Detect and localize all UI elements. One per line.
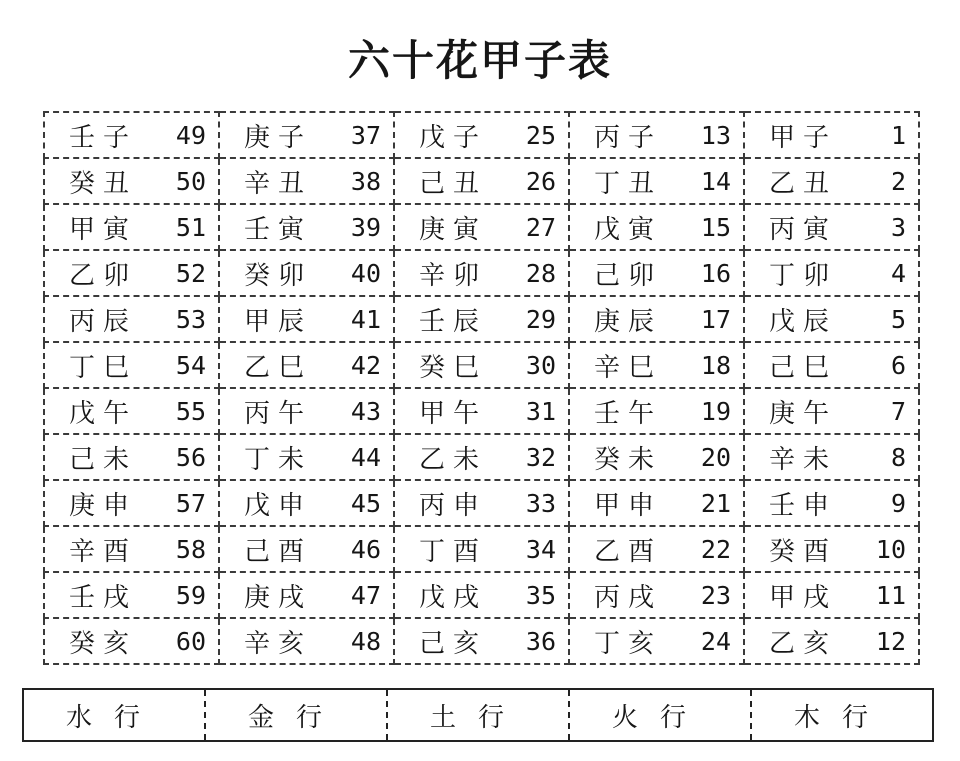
table-row <box>44 296 919 342</box>
table-cell <box>569 204 744 250</box>
cell-content <box>419 577 556 614</box>
ganzhi-number: 43 <box>350 396 381 426</box>
element-label: 火行 <box>569 689 751 741</box>
table-cell <box>44 250 219 296</box>
ganzhi-number: 57 <box>175 488 206 518</box>
ganzhi-number: 46 <box>350 534 381 564</box>
table-cell <box>744 342 919 388</box>
cell-content <box>69 117 206 154</box>
ganzhi-number: 24 <box>700 626 731 656</box>
ganzhi-number: 29 <box>525 304 556 334</box>
table-row <box>44 572 919 618</box>
jiazi-table-body <box>44 112 919 664</box>
ganzhi-number: 31 <box>525 396 556 426</box>
ganzhi-number: 47 <box>350 580 381 610</box>
table-cell <box>219 434 394 480</box>
table-cell <box>569 112 744 158</box>
ganzhi-label: 甲辰 <box>244 306 313 337</box>
cell-content <box>594 577 731 614</box>
table-cell <box>394 296 569 342</box>
cell-content <box>244 301 381 338</box>
table-cell <box>44 388 219 434</box>
ganzhi-number: 13 <box>700 120 731 150</box>
ganzhi-label: 丁丑 <box>594 168 663 199</box>
ganzhi-label: 己亥 <box>419 628 488 659</box>
ganzhi-number: 35 <box>525 580 556 610</box>
ganzhi-label: 乙丑 <box>769 168 838 199</box>
ganzhi-number: 22 <box>700 534 731 564</box>
cell-content <box>769 485 906 522</box>
ganzhi-label: 丁酉 <box>419 536 488 567</box>
cell-content <box>419 301 556 338</box>
table-row <box>44 342 919 388</box>
ganzhi-number: 8 <box>890 442 906 472</box>
ganzhi-label: 辛丑 <box>244 168 313 199</box>
ganzhi-number: 27 <box>525 212 556 242</box>
ganzhi-number: 48 <box>350 626 381 656</box>
ganzhi-number: 41 <box>350 304 381 334</box>
cell-content <box>594 485 731 522</box>
table-cell <box>44 480 219 526</box>
element-label: 水行 <box>23 689 205 741</box>
table-cell <box>219 158 394 204</box>
ganzhi-number: 18 <box>700 350 731 380</box>
ganzhi-label: 庚寅 <box>419 214 488 245</box>
cell-content <box>244 163 381 200</box>
table-cell <box>744 572 919 618</box>
ganzhi-number: 6 <box>890 350 906 380</box>
ganzhi-label: 辛未 <box>769 444 838 475</box>
table-cell <box>219 388 394 434</box>
table-cell <box>744 112 919 158</box>
table-cell <box>394 618 569 664</box>
ganzhi-number: 28 <box>525 258 556 288</box>
ganzhi-number: 36 <box>525 626 556 656</box>
cell-content <box>69 577 206 614</box>
ganzhi-number: 7 <box>890 396 906 426</box>
table-cell <box>394 480 569 526</box>
cell-content <box>244 347 381 384</box>
ganzhi-label: 壬辰 <box>419 306 488 337</box>
cell-content <box>769 255 906 292</box>
ganzhi-label: 己巳 <box>769 352 838 383</box>
table-cell <box>569 618 744 664</box>
ganzhi-label: 庚申 <box>69 490 138 521</box>
cell-content <box>69 485 206 522</box>
cell-content <box>419 347 556 384</box>
ganzhi-number: 4 <box>890 258 906 288</box>
cell-content <box>244 393 381 430</box>
table-cell <box>744 204 919 250</box>
table-row <box>44 112 919 158</box>
ganzhi-label: 辛酉 <box>69 536 138 567</box>
table-row <box>44 526 919 572</box>
cell-content <box>594 209 731 246</box>
cell-content <box>769 531 906 568</box>
table-row <box>44 434 919 480</box>
table-cell <box>219 296 394 342</box>
cell-content <box>244 255 381 292</box>
cell-content <box>69 623 206 660</box>
ganzhi-number: 59 <box>175 580 206 610</box>
ganzhi-number: 44 <box>350 442 381 472</box>
table-cell <box>394 204 569 250</box>
ganzhi-number: 38 <box>350 166 381 196</box>
table-cell <box>44 526 219 572</box>
ganzhi-number: 39 <box>350 212 381 242</box>
table-cell <box>394 250 569 296</box>
ganzhi-label: 戊申 <box>244 490 313 521</box>
ganzhi-label: 甲申 <box>594 490 663 521</box>
table-cell <box>219 480 394 526</box>
ganzhi-label: 癸酉 <box>769 536 838 567</box>
ganzhi-label: 丁巳 <box>69 352 138 383</box>
table-cell <box>394 388 569 434</box>
ganzhi-label: 戊午 <box>69 398 138 429</box>
table-cell <box>219 112 394 158</box>
ganzhi-label: 己酉 <box>244 536 313 567</box>
cell-content <box>69 347 206 384</box>
table-cell <box>744 480 919 526</box>
cell-content <box>594 255 731 292</box>
cell-content <box>769 209 906 246</box>
cell-content <box>769 117 906 154</box>
table-cell <box>569 342 744 388</box>
ganzhi-number: 53 <box>175 304 206 334</box>
ganzhi-number: 25 <box>525 120 556 150</box>
table-cell <box>44 618 219 664</box>
cell-content <box>769 623 906 660</box>
table-cell <box>569 250 744 296</box>
ganzhi-label: 壬午 <box>594 398 663 429</box>
ganzhi-label: 庚午 <box>769 398 838 429</box>
ganzhi-label: 壬申 <box>769 490 838 521</box>
table-row <box>44 250 919 296</box>
ganzhi-number: 20 <box>700 442 731 472</box>
table-row <box>44 388 919 434</box>
cell-content <box>244 531 381 568</box>
cell-content <box>594 623 731 660</box>
ganzhi-number: 23 <box>700 580 731 610</box>
table-row <box>44 204 919 250</box>
ganzhi-number: 51 <box>175 212 206 242</box>
ganzhi-number: 9 <box>890 488 906 518</box>
ganzhi-label: 丁卯 <box>769 260 838 291</box>
cell-content <box>419 393 556 430</box>
table-cell <box>569 388 744 434</box>
ganzhi-number: 49 <box>175 120 206 150</box>
ganzhi-label: 甲寅 <box>69 214 138 245</box>
cell-content <box>769 163 906 200</box>
element-label: 土行 <box>387 689 569 741</box>
ganzhi-number: 33 <box>525 488 556 518</box>
cell-content <box>419 209 556 246</box>
cell-content <box>594 163 731 200</box>
cell-content <box>594 531 731 568</box>
ganzhi-label: 己未 <box>69 444 138 475</box>
ganzhi-label: 己丑 <box>419 168 488 199</box>
table-cell <box>744 296 919 342</box>
table-cell <box>569 480 744 526</box>
element-footer <box>22 688 934 742</box>
ganzhi-number: 37 <box>350 120 381 150</box>
cell-content <box>69 393 206 430</box>
ganzhi-label: 丙申 <box>419 490 488 521</box>
ganzhi-label: 丙子 <box>594 122 663 153</box>
ganzhi-label: 壬子 <box>69 122 138 153</box>
ganzhi-number: 5 <box>890 304 906 334</box>
ganzhi-label: 癸巳 <box>419 352 488 383</box>
ganzhi-label: 戊寅 <box>594 214 663 245</box>
ganzhi-label: 甲午 <box>419 398 488 429</box>
cell-content <box>594 301 731 338</box>
table-cell <box>744 526 919 572</box>
cell-content <box>244 623 381 660</box>
cell-content <box>69 163 206 200</box>
ganzhi-label: 丙寅 <box>769 214 838 245</box>
ganzhi-number: 52 <box>175 258 206 288</box>
ganzhi-label: 壬寅 <box>244 214 313 245</box>
table-cell <box>219 204 394 250</box>
ganzhi-label: 丙午 <box>244 398 313 429</box>
ganzhi-number: 2 <box>890 166 906 196</box>
ganzhi-number: 21 <box>700 488 731 518</box>
table-cell <box>394 572 569 618</box>
cell-content <box>769 347 906 384</box>
table-cell <box>744 434 919 480</box>
table-cell <box>219 572 394 618</box>
cell-content <box>419 531 556 568</box>
table-cell <box>44 434 219 480</box>
table-cell <box>44 112 219 158</box>
cell-content <box>69 209 206 246</box>
ganzhi-number: 19 <box>700 396 731 426</box>
cell-content <box>769 393 906 430</box>
ganzhi-label: 戊戌 <box>419 582 488 613</box>
cell-content <box>69 255 206 292</box>
ganzhi-number: 58 <box>175 534 206 564</box>
ganzhi-number: 40 <box>350 258 381 288</box>
table-cell <box>569 296 744 342</box>
ganzhi-label: 乙卯 <box>69 260 138 291</box>
ganzhi-number: 42 <box>350 350 381 380</box>
cell-content <box>419 117 556 154</box>
cell-content <box>244 577 381 614</box>
ganzhi-number: 55 <box>175 396 206 426</box>
cell-content <box>769 577 906 614</box>
cell-content <box>769 301 906 338</box>
ganzhi-number: 54 <box>175 350 206 380</box>
table-cell <box>569 572 744 618</box>
cell-content <box>69 301 206 338</box>
table-cell <box>394 526 569 572</box>
ganzhi-number: 14 <box>700 166 731 196</box>
ganzhi-label: 癸卯 <box>244 260 313 291</box>
ganzhi-number: 34 <box>525 534 556 564</box>
ganzhi-label: 乙酉 <box>594 536 663 567</box>
jiazi-table <box>43 111 920 665</box>
table-cell <box>569 526 744 572</box>
cell-content <box>244 117 381 154</box>
table-cell <box>219 618 394 664</box>
table-row <box>44 480 919 526</box>
ganzhi-label: 辛卯 <box>419 260 488 291</box>
cell-content <box>419 623 556 660</box>
table-cell <box>44 296 219 342</box>
ganzhi-label: 庚辰 <box>594 306 663 337</box>
ganzhi-label: 癸未 <box>594 444 663 475</box>
cell-content <box>419 163 556 200</box>
cell-content <box>594 117 731 154</box>
ganzhi-number: 45 <box>350 488 381 518</box>
element-label: 木行 <box>751 689 933 741</box>
cell-content <box>419 255 556 292</box>
ganzhi-label: 乙未 <box>419 444 488 475</box>
table-cell <box>394 112 569 158</box>
table-cell <box>44 572 219 618</box>
ganzhi-label: 戊子 <box>419 122 488 153</box>
ganzhi-number: 50 <box>175 166 206 196</box>
table-cell <box>219 342 394 388</box>
ganzhi-label: 辛亥 <box>244 628 313 659</box>
ganzhi-label: 庚戌 <box>244 582 313 613</box>
ganzhi-label: 辛巳 <box>594 352 663 383</box>
ganzhi-label: 甲子 <box>769 122 838 153</box>
table-row <box>44 158 919 204</box>
table-cell <box>44 204 219 250</box>
table-cell <box>394 158 569 204</box>
ganzhi-label: 乙亥 <box>769 628 838 659</box>
cell-content <box>244 439 381 476</box>
ganzhi-number: 26 <box>525 166 556 196</box>
cell-content <box>419 485 556 522</box>
cell-content <box>419 439 556 476</box>
ganzhi-label: 己卯 <box>594 260 663 291</box>
ganzhi-number: 15 <box>700 212 731 242</box>
table-cell <box>394 342 569 388</box>
cell-content <box>769 439 906 476</box>
ganzhi-label: 庚子 <box>244 122 313 153</box>
ganzhi-number: 10 <box>875 534 906 564</box>
table-cell <box>744 250 919 296</box>
cell-content <box>594 347 731 384</box>
table-cell <box>394 434 569 480</box>
ganzhi-number: 1 <box>890 120 906 150</box>
ganzhi-label: 癸丑 <box>69 168 138 199</box>
ganzhi-label: 甲戌 <box>769 582 838 613</box>
page-title: 六十花甲子表 <box>347 36 612 85</box>
ganzhi-number: 17 <box>700 304 731 334</box>
table-row <box>44 618 919 664</box>
ganzhi-label: 癸亥 <box>69 628 138 659</box>
ganzhi-number: 16 <box>700 258 731 288</box>
table-cell <box>44 342 219 388</box>
ganzhi-number: 60 <box>175 626 206 656</box>
table-cell <box>744 158 919 204</box>
element-label: 金行 <box>205 689 387 741</box>
ganzhi-label: 壬戌 <box>69 582 138 613</box>
ganzhi-number: 32 <box>525 442 556 472</box>
ganzhi-label: 戊辰 <box>769 306 838 337</box>
table-cell <box>569 158 744 204</box>
cell-content <box>69 439 206 476</box>
ganzhi-number: 11 <box>875 580 906 610</box>
ganzhi-number: 56 <box>175 442 206 472</box>
cell-content <box>594 439 731 476</box>
table-cell <box>569 434 744 480</box>
ganzhi-number: 30 <box>525 350 556 380</box>
ganzhi-label: 丁未 <box>244 444 313 475</box>
ganzhi-number: 12 <box>875 626 906 656</box>
table-cell <box>744 618 919 664</box>
cell-content <box>69 531 206 568</box>
table-cell <box>44 158 219 204</box>
ganzhi-label: 乙巳 <box>244 352 313 383</box>
cell-content <box>244 485 381 522</box>
ganzhi-label: 丙辰 <box>69 306 138 337</box>
table-cell <box>219 526 394 572</box>
element-footer-row <box>23 689 933 741</box>
cell-content <box>594 393 731 430</box>
ganzhi-label: 丙戌 <box>594 582 663 613</box>
cell-content <box>244 209 381 246</box>
table-cell <box>219 250 394 296</box>
table-cell <box>744 388 919 434</box>
ganzhi-label: 丁亥 <box>594 628 663 659</box>
jiazi-table-wrap <box>43 111 920 665</box>
ganzhi-number: 3 <box>890 212 906 242</box>
